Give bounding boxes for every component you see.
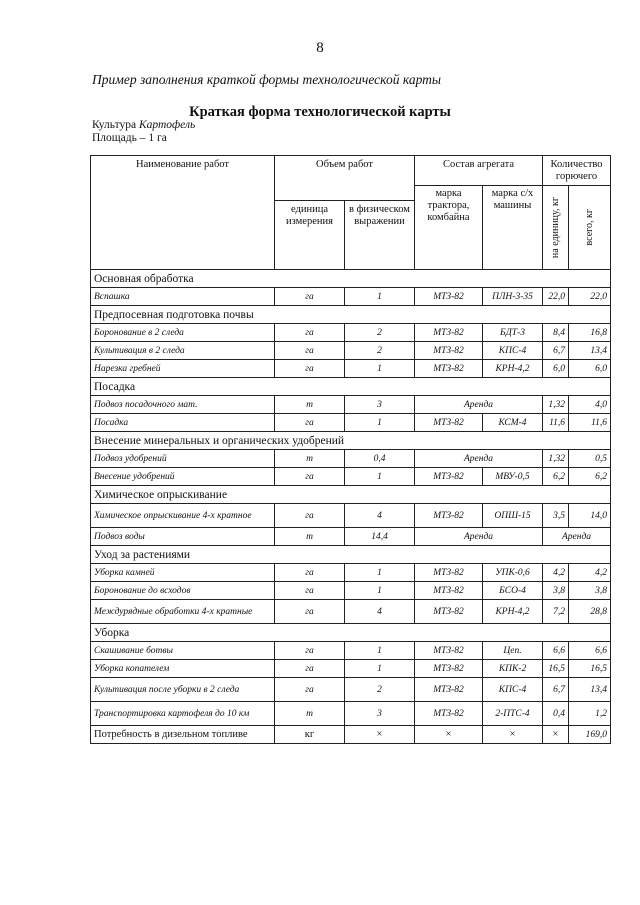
table-row — [91, 342, 611, 360]
total-row — [91, 726, 611, 744]
unit-cell: га — [275, 360, 345, 378]
culture-line — [92, 119, 195, 132]
per-unit-cell: 11,6 — [543, 414, 569, 432]
unit-cell: т — [275, 702, 345, 726]
header-work-name: Наименование работ — [91, 156, 275, 270]
header-per-unit-label: на единицу, кг — [549, 196, 561, 259]
unit-cell: га — [275, 504, 345, 528]
amount-cell: 1 — [345, 660, 415, 678]
table-row — [91, 396, 611, 414]
section-row — [91, 378, 611, 396]
machine-cell: КПС-4 — [483, 678, 543, 702]
amount-cell: 4 — [345, 600, 415, 624]
amount-cell: 1 — [345, 360, 415, 378]
unit-cell: га — [275, 288, 345, 306]
total-cell: 1,2 — [569, 702, 611, 726]
section-title: Внесение минеральных и органических удобрений — [91, 432, 611, 450]
per-unit-cell: 3,5 — [543, 504, 569, 528]
total-cell: 16,5 — [569, 660, 611, 678]
work-name-cell: Подвоз посадочного мат. — [91, 396, 275, 414]
machine-cell: КПК-2 — [483, 660, 543, 678]
table-row — [91, 582, 611, 600]
machine-cell: КПС-4 — [483, 342, 543, 360]
total-cell: 4,2 — [569, 564, 611, 582]
unit-cell: га — [275, 564, 345, 582]
table-row — [91, 504, 611, 528]
table-row — [91, 450, 611, 468]
total-name-cell: Потребность в дизельном топливе — [91, 726, 275, 744]
work-name-cell: Культивация в 2 следа — [91, 342, 275, 360]
per-unit-cell: 6,0 — [543, 360, 569, 378]
culture-label: Культура — [92, 119, 139, 131]
document-title: Краткая форма технологической карты — [189, 104, 451, 120]
per-unit-cell: 16,5 — [543, 660, 569, 678]
machine-cell: Цеп. — [483, 642, 543, 660]
per-unit-cell: 6,6 — [543, 642, 569, 660]
tractor-cell: МТЗ-82 — [415, 324, 483, 342]
header-volume: Объем работ — [275, 156, 415, 201]
total-cell: 4,0 — [569, 396, 611, 414]
unit-cell: т — [275, 528, 345, 546]
section-row — [91, 270, 611, 288]
table-row — [91, 360, 611, 378]
per-unit-cell: 1,32 — [543, 450, 569, 468]
unit-cell: т — [275, 396, 345, 414]
per-unit-cell: 6,7 — [543, 342, 569, 360]
unit-cell: га — [275, 582, 345, 600]
table-row — [91, 564, 611, 582]
work-name-cell: Транспортировка картофеля до 10 км — [91, 702, 275, 726]
document-subtitle: Пример заполнения краткой формы технологической карты — [92, 72, 442, 87]
tractor-cell: МТЗ-82 — [415, 660, 483, 678]
header-unit: единица измерения — [275, 201, 345, 270]
total-sum-cell: 169,0 — [569, 726, 611, 744]
total-machine-cell: × — [483, 726, 543, 744]
tractor-cell: МТЗ-82 — [415, 288, 483, 306]
tractor-cell: МТЗ-82 — [415, 342, 483, 360]
amount-cell: 1 — [345, 582, 415, 600]
culture-value: Картофель — [138, 119, 196, 131]
machine-cell: 2-ПТС-4 — [483, 702, 543, 726]
header-total-label: всего, кг — [583, 209, 595, 246]
unit-cell: га — [275, 660, 345, 678]
section-row — [91, 486, 611, 504]
amount-cell: 1 — [345, 468, 415, 486]
header-tractor: марка трактора, комбайна — [415, 186, 483, 270]
machine-cell: МВУ-0,5 — [483, 468, 543, 486]
per-unit-cell: 1,32 — [543, 396, 569, 414]
work-name-cell: Боронование в 2 следа — [91, 324, 275, 342]
tractor-cell: МТЗ-82 — [415, 582, 483, 600]
amount-cell: 1 — [345, 564, 415, 582]
table-row — [91, 642, 611, 660]
per-unit-cell: 8,4 — [543, 324, 569, 342]
header-total — [569, 186, 611, 270]
amount-cell: 14,4 — [345, 528, 415, 546]
amount-cell: 1 — [345, 288, 415, 306]
work-name-cell: Междурядные обработки 4-х кратные — [91, 600, 275, 624]
work-name-cell: Уборка копателем — [91, 660, 275, 678]
section-title: Уборка — [91, 624, 611, 642]
section-row — [91, 546, 611, 564]
amount-cell: 2 — [345, 678, 415, 702]
tractor-cell: МТЗ-82 — [415, 642, 483, 660]
tractor-cell: МТЗ-82 — [415, 504, 483, 528]
header-per-unit — [543, 186, 569, 270]
total-amount-cell: × — [345, 726, 415, 744]
tractor-cell: МТЗ-82 — [415, 702, 483, 726]
unit-cell: га — [275, 600, 345, 624]
table-row — [91, 414, 611, 432]
unit-cell: га — [275, 414, 345, 432]
amount-cell: 1 — [345, 642, 415, 660]
per-unit-cell: 6,2 — [543, 468, 569, 486]
total-cell: 6,0 — [569, 360, 611, 378]
table-row — [91, 528, 611, 546]
aggregate-cell: Аренда — [415, 450, 543, 468]
per-unit-cell: 22,0 — [543, 288, 569, 306]
tractor-cell: МТЗ-82 — [415, 360, 483, 378]
per-unit-cell: 7,2 — [543, 600, 569, 624]
total-cell: 16,8 — [569, 324, 611, 342]
per-unit-cell: 0,4 — [543, 702, 569, 726]
work-name-cell: Химическое опрыскивание 4-х кратное — [91, 504, 275, 528]
page-number: 8 — [316, 40, 324, 56]
total-cell: 6,2 — [569, 468, 611, 486]
header-fuel: Количество горючего — [543, 156, 611, 186]
table-row — [91, 600, 611, 624]
total-cell: 13,4 — [569, 342, 611, 360]
section-title: Посадка — [91, 378, 611, 396]
amount-cell: 3 — [345, 702, 415, 726]
table-row — [91, 660, 611, 678]
tractor-cell: МТЗ-82 — [415, 564, 483, 582]
section-row — [91, 306, 611, 324]
table-row — [91, 702, 611, 726]
unit-cell: га — [275, 642, 345, 660]
area-line: Площадь – 1 га — [92, 132, 167, 144]
machine-cell: КРН-4,2 — [483, 360, 543, 378]
work-name-cell: Подвоз воды — [91, 528, 275, 546]
total-cell: 11,6 — [569, 414, 611, 432]
tractor-cell: МТЗ-82 — [415, 468, 483, 486]
unit-cell: га — [275, 678, 345, 702]
aggregate-cell: Аренда — [415, 528, 543, 546]
work-name-cell: Нарезка гребней — [91, 360, 275, 378]
machine-cell: ПЛН-3-35 — [483, 288, 543, 306]
amount-cell: 3 — [345, 396, 415, 414]
amount-cell: 2 — [345, 324, 415, 342]
table-row — [91, 324, 611, 342]
aggregate-cell: Аренда — [415, 396, 543, 414]
header-machine: марка с/х машины — [483, 186, 543, 270]
tech-card-table — [90, 155, 611, 744]
header-aggregate: Состав агрегата — [415, 156, 543, 186]
per-unit-cell: 6,7 — [543, 678, 569, 702]
work-name-cell: Скашивание ботвы — [91, 642, 275, 660]
section-title: Уход за растениями — [91, 546, 611, 564]
work-name-cell: Культивация после уборки в 2 следа — [91, 678, 275, 702]
header-physical: в физическом выражении — [345, 201, 415, 270]
total-cell: 28,8 — [569, 600, 611, 624]
work-name-cell: Внесение удобрений — [91, 468, 275, 486]
tractor-cell: МТЗ-82 — [415, 414, 483, 432]
total-cell: 22,0 — [569, 288, 611, 306]
amount-cell: 4 — [345, 504, 415, 528]
section-row — [91, 624, 611, 642]
section-title: Химическое опрыскивание — [91, 486, 611, 504]
total-cell: 13,4 — [569, 678, 611, 702]
work-name-cell: Уборка камней — [91, 564, 275, 582]
amount-cell: 1 — [345, 414, 415, 432]
machine-cell: КРН-4,2 — [483, 600, 543, 624]
table-row — [91, 288, 611, 306]
table-row — [91, 678, 611, 702]
amount-cell: 2 — [345, 342, 415, 360]
total-cell: 6,6 — [569, 642, 611, 660]
total-tractor-cell: × — [415, 726, 483, 744]
fuel-cell: Аренда — [543, 528, 611, 546]
total-cell: 14,0 — [569, 504, 611, 528]
unit-cell: т — [275, 450, 345, 468]
unit-cell: га — [275, 342, 345, 360]
work-name-cell: Подвоз удобрений — [91, 450, 275, 468]
work-name-cell: Вспашка — [91, 288, 275, 306]
tractor-cell: МТЗ-82 — [415, 600, 483, 624]
table-body — [91, 270, 611, 744]
total-per-unit-cell: × — [543, 726, 569, 744]
total-cell: 3,8 — [569, 582, 611, 600]
machine-cell: БСО-4 — [483, 582, 543, 600]
total-cell: 0,5 — [569, 450, 611, 468]
work-name-cell: Посадка — [91, 414, 275, 432]
table-row — [91, 468, 611, 486]
tractor-cell: МТЗ-82 — [415, 678, 483, 702]
section-row — [91, 432, 611, 450]
machine-cell: КСМ-4 — [483, 414, 543, 432]
section-title: Предпосевная подготовка почвы — [91, 306, 611, 324]
section-title: Основная обработка — [91, 270, 611, 288]
amount-cell: 0,4 — [345, 450, 415, 468]
machine-cell: БДТ-3 — [483, 324, 543, 342]
total-unit-cell: кг — [275, 726, 345, 744]
machine-cell: ОПШ-15 — [483, 504, 543, 528]
work-name-cell: Боронование до всходов — [91, 582, 275, 600]
per-unit-cell: 4,2 — [543, 564, 569, 582]
unit-cell: га — [275, 468, 345, 486]
table-header — [91, 156, 611, 270]
unit-cell: га — [275, 324, 345, 342]
per-unit-cell: 3,8 — [543, 582, 569, 600]
machine-cell: УПК-0,6 — [483, 564, 543, 582]
